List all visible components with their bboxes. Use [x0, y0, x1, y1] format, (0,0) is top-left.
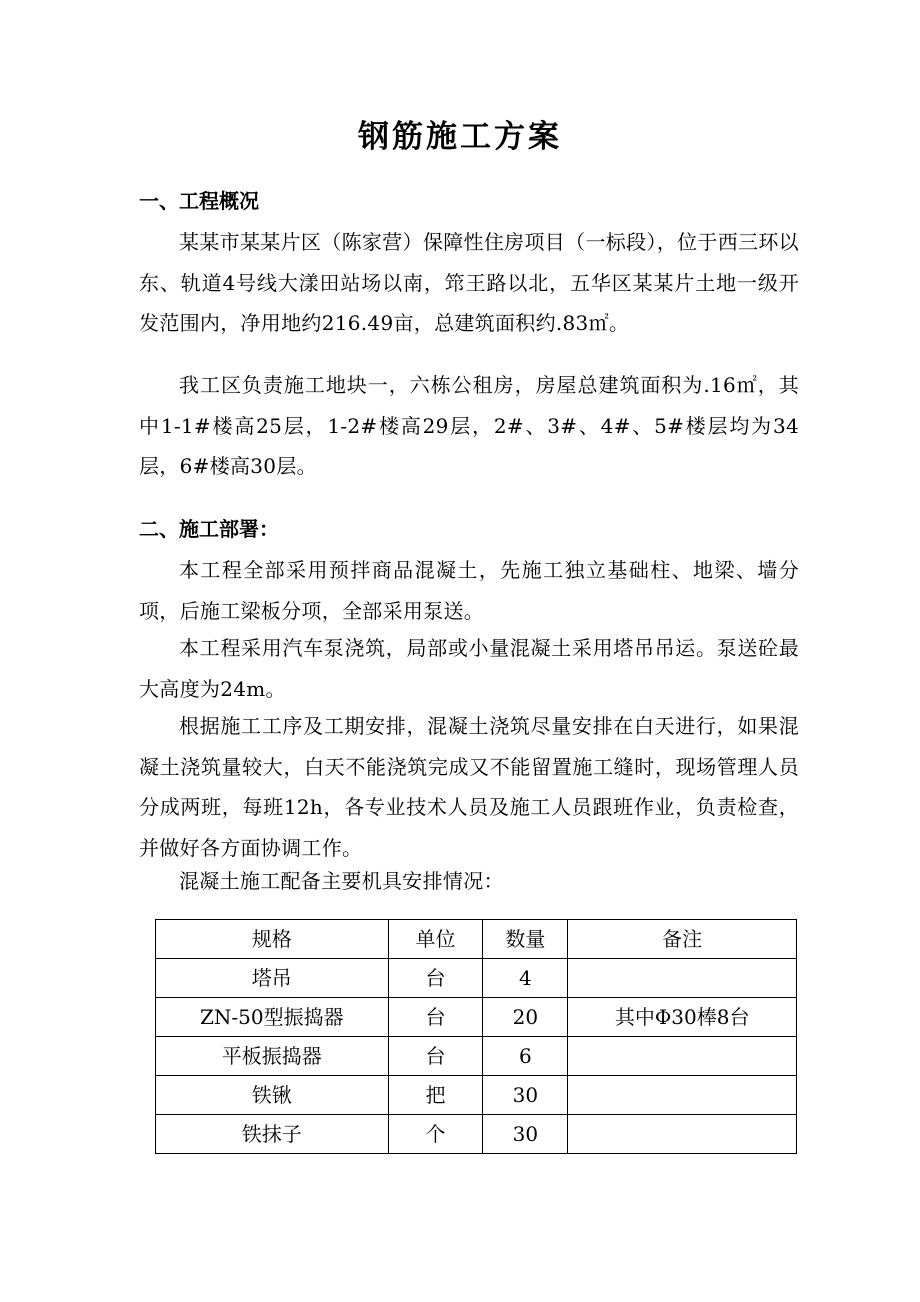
cell-spec: ZN-50型振捣器 [156, 998, 389, 1037]
cell-unit: 台 [388, 959, 483, 998]
paragraph-deployment-concrete: 本工程全部采用预拌商品混凝土，先施工独立基础柱、地梁、墙分项，后施工梁板分项，全部采用泵送。 [139, 558, 799, 623]
paragraph-deployment-pumping: 本工程采用汽车泵浇筑，局部或小量混凝土采用塔吊吊运。泵送砼最大高度为24m。 [139, 636, 799, 701]
cell-remarks [568, 959, 797, 998]
paragraph-deployment-schedule: 根据施工工序及工期安排，混凝土浇筑尽量安排在白天进行，如果混凝土浇筑量较大，白天不能浇筑完成又不能留置施工缝时，现场管理人员分成两班，每班12h，各专业技术人员及施工人员跟班作业，负责检查，并做好各方面协调工作。 [139, 714, 799, 860]
cell-quantity: 30 [483, 1076, 568, 1115]
cell-quantity: 6 [483, 1037, 568, 1076]
header-spec: 规格 [156, 920, 389, 959]
header-unit: 单位 [388, 920, 483, 959]
equipment-table [155, 919, 797, 1154]
cell-remarks: 其中Φ30棒8台 [568, 998, 797, 1037]
page-title: 钢筋施工方案 [358, 119, 562, 155]
cell-unit: 把 [388, 1076, 483, 1115]
cell-remarks [568, 1076, 797, 1115]
paragraph-overview-location: 某某市某某片区（陈家营）保障性住房项目（一标段），位于西三环以东、轨道4号线大漾田站场以南，筇王路以北，五华区某某片土地一级开发范围内，净用地约216.49亩，总建筑面积约.83㎡。 [139, 230, 799, 335]
paragraph-overview-scope: 我工区负责施工地块一，六栋公租房，房屋总建筑面积为.16㎡，其中1-1#楼高25层，1-2#楼高29层，2#、3#、4#、5#楼层均为34层，6#楼高30层。 [139, 373, 799, 478]
table-row [156, 1115, 797, 1154]
table-row [156, 959, 797, 998]
cell-spec: 平板振捣器 [156, 1037, 389, 1076]
cell-spec: 铁抹子 [156, 1115, 389, 1154]
cell-remarks [568, 1037, 797, 1076]
cell-quantity: 4 [483, 959, 568, 998]
header-quantity: 数量 [483, 920, 568, 959]
cell-unit: 台 [388, 998, 483, 1037]
cell-spec: 塔吊 [156, 959, 389, 998]
cell-remarks [568, 1115, 797, 1154]
table-row [156, 998, 797, 1037]
section-heading-deployment: 二、施工部署： [139, 517, 279, 541]
section-heading-overview: 一、工程概况 [139, 189, 259, 213]
table-header-row [156, 920, 797, 959]
paragraph-equipment-intro: 混凝土施工配备主要机具安排情况： [179, 869, 504, 893]
table-row [156, 1037, 797, 1076]
cell-unit: 台 [388, 1037, 483, 1076]
cell-spec: 铁锹 [156, 1076, 389, 1115]
cell-unit: 个 [388, 1115, 483, 1154]
header-remarks: 备注 [568, 920, 797, 959]
table-row [156, 1076, 797, 1115]
cell-quantity: 30 [483, 1115, 568, 1154]
cell-quantity: 20 [483, 998, 568, 1037]
